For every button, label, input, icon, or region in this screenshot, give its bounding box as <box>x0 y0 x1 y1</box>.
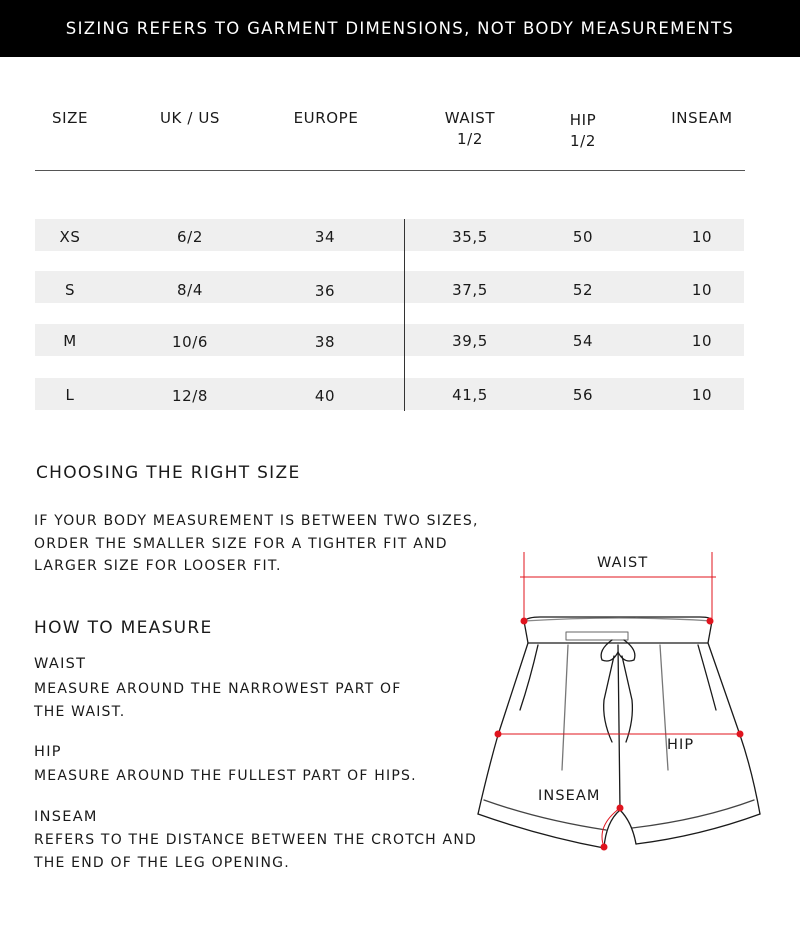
cell-europe: 34 <box>314 228 336 246</box>
cell-uk-us: 10/6 <box>171 333 209 351</box>
header-size: SIZE <box>51 109 89 127</box>
cell-europe: 38 <box>314 333 336 351</box>
inseam-title: INSEAM <box>34 809 98 825</box>
cell-size: XS <box>59 228 81 246</box>
cell-inseam: 10 <box>691 386 713 404</box>
cell-europe: 40 <box>314 387 336 405</box>
hip-title: HIP <box>34 744 62 760</box>
sizing-banner: SIZING REFERS TO GARMENT DIMENSIONS, NOT BODY MEASUREMENTS <box>0 0 800 57</box>
cell-uk-us: 6/2 <box>177 228 203 246</box>
cell-size: S <box>64 281 76 299</box>
cell-uk-us: 12/8 <box>171 387 209 405</box>
figure-hip-label: HIP <box>667 737 695 753</box>
header-hip: HIP 1/2 <box>569 111 597 150</box>
waist-title: WAIST <box>34 656 87 672</box>
cell-waist: 39,5 <box>452 332 488 350</box>
header-uk-us: UK / US <box>159 109 221 127</box>
cell-size: M <box>63 332 77 350</box>
header-waist: WAIST 1/2 <box>444 109 496 148</box>
cell-hip: 56 <box>572 386 594 404</box>
cell-size: L <box>65 386 75 404</box>
header-inseam: INSEAM <box>671 109 733 127</box>
waist-text: MEASURE AROUND THE NARROWEST PART OF THE WAIST. <box>34 681 402 720</box>
cell-waist: 37,5 <box>452 281 488 299</box>
cell-uk-us: 8/4 <box>177 281 203 299</box>
figure-inseam-label: INSEAM <box>538 788 601 804</box>
cell-waist: 35,5 <box>452 228 488 246</box>
cell-inseam: 10 <box>691 281 713 299</box>
cell-hip: 54 <box>572 332 594 350</box>
cell-inseam: 10 <box>691 228 713 246</box>
choosing-text: IF YOUR BODY MEASUREMENT IS BETWEEN TWO SIZES, ORDER THE SMALLER SIZE FOR A TIGHTER FIT AND LARGER SIZE FOR LOOSER FIT. <box>34 513 479 574</box>
cell-waist: 41,5 <box>452 386 488 404</box>
cell-hip: 50 <box>572 228 594 246</box>
inseam-text: REFERS TO THE DISTANCE BETWEEN THE CROTCH AND THE END OF THE LEG OPENING. <box>34 832 477 871</box>
header-europe: EUROPE <box>293 109 359 127</box>
how-to-measure-title: HOW TO MEASURE <box>34 618 213 638</box>
figure-waist-label: WAIST <box>597 555 649 571</box>
choosing-title: CHOOSING THE RIGHT SIZE <box>36 463 301 483</box>
cell-hip: 52 <box>572 281 594 299</box>
hip-text: MEASURE AROUND THE FULLEST PART OF HIPS. <box>34 768 417 784</box>
cell-europe: 36 <box>314 282 336 300</box>
cell-inseam: 10 <box>691 332 713 350</box>
